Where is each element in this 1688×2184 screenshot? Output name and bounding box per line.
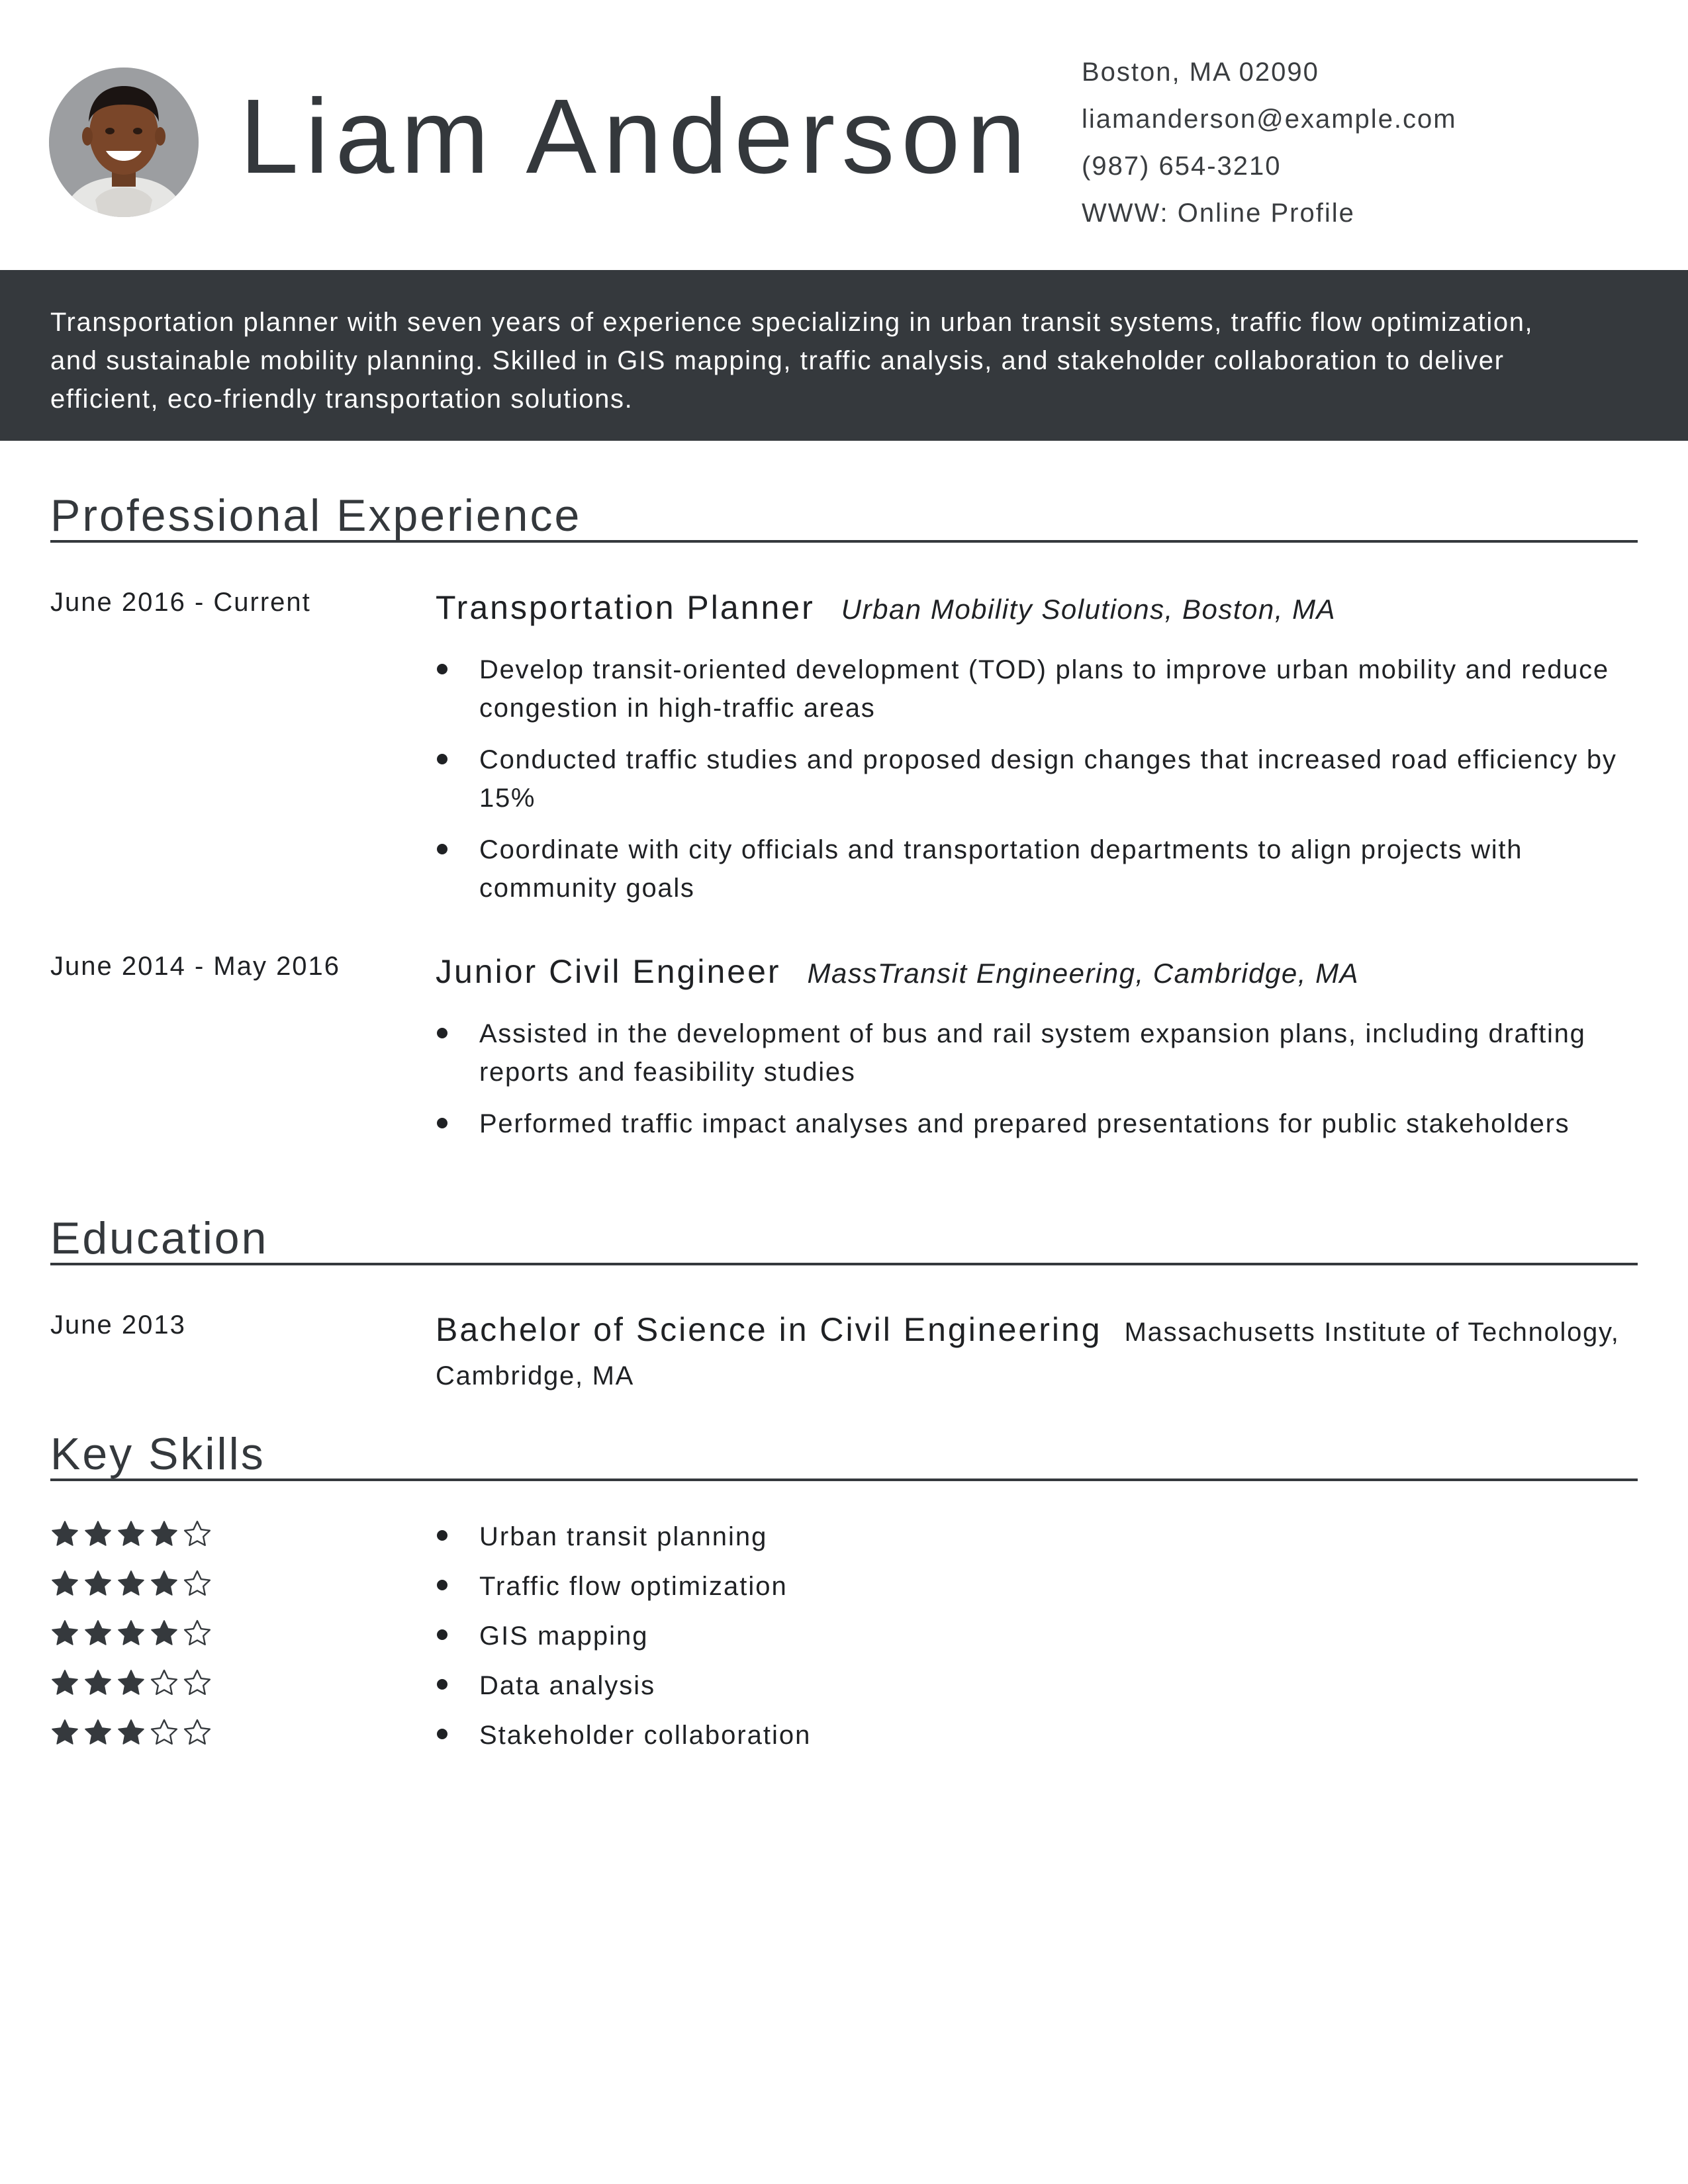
star-filled-icon — [83, 1718, 113, 1747]
contact-email[interactable]: liamanderson@example.com — [1082, 105, 1457, 134]
contact-info — [1082, 54, 1664, 242]
job-1-bullet-list — [436, 651, 1638, 907]
star-outline-icon — [183, 1569, 212, 1598]
star-filled-icon — [150, 1619, 179, 1648]
star-filled-icon — [83, 1668, 113, 1698]
contact-website[interactable]: WWW: Online Profile — [1082, 199, 1355, 228]
skill-row — [50, 1569, 1638, 1619]
skills-heading-text: Key Skills — [50, 1429, 265, 1479]
star-filled-icon — [50, 1619, 79, 1648]
summary-text: Transportation planner with seven years of experience specializing in urban transit systems, traffic flow optimization, and sustainable mobility planning. Skilled in GIS mapping, traffic analysis, and stakeholder collaboration to deliver efficient, eco-friendly transportation solutions. — [50, 308, 1534, 414]
star-filled-icon — [83, 1619, 113, 1648]
star-outline-icon — [183, 1718, 212, 1747]
list-item: Coordinate with city officials and transportation departments to align projects with community goals — [436, 831, 1638, 907]
job-1 — [436, 586, 1638, 921]
star-outline-icon — [183, 1619, 212, 1648]
skills-list — [50, 1520, 1638, 1768]
job-2-bullet-list — [436, 1015, 1638, 1143]
skill-label: Data analysis — [436, 1668, 655, 1703]
education-date: June 2013 — [50, 1310, 186, 1340]
skill-label: Stakeholder collaboration — [436, 1718, 811, 1752]
skills-section-heading — [50, 1428, 1638, 1481]
star-filled-icon — [117, 1619, 146, 1648]
contact-address: Boston, MA 02090 — [1082, 58, 1319, 87]
school-name: Massachusetts Institute of Technology, Cambridge, MA — [436, 1318, 1620, 1390]
star-outline-icon — [183, 1520, 212, 1549]
job-1-dates: June 2016 - Current — [50, 588, 311, 617]
skill-row — [50, 1668, 1638, 1718]
job-2-heading — [436, 950, 1638, 1001]
job-2 — [436, 950, 1638, 1156]
job-2-employer: MassTransit Engineering, Cambridge, MA — [807, 958, 1360, 989]
candidate-name: Liam Anderson — [240, 77, 1033, 195]
education-line — [436, 1308, 1638, 1398]
star-filled-icon — [50, 1668, 79, 1698]
list-item: Conducted traffic studies and proposed design changes that increased road efficiency by 15% — [436, 741, 1638, 817]
list-item: Performed traffic impact analyses and prepared presentations for public stakeholders — [436, 1105, 1638, 1143]
star-filled-icon — [50, 1569, 79, 1598]
experience-heading-text: Professional Experience — [50, 490, 582, 541]
skill-rating — [50, 1569, 212, 1598]
education-section-heading — [50, 1212, 1638, 1265]
degree-title: Bachelor of Science in Civil Engineering — [436, 1311, 1102, 1348]
skill-rating — [50, 1668, 212, 1698]
skill-rating — [50, 1619, 212, 1648]
job-1-employer: Urban Mobility Solutions, Boston, MA — [841, 594, 1336, 625]
star-filled-icon — [83, 1520, 113, 1549]
skill-row — [50, 1718, 1638, 1768]
job-1-title: Transportation Planner — [436, 589, 815, 626]
profile-photo — [49, 68, 199, 217]
list-item: Assisted in the development of bus and rail system expansion plans, including drafting reports and feasibility studies — [436, 1015, 1638, 1091]
star-filled-icon — [83, 1569, 113, 1598]
skill-row — [50, 1619, 1638, 1668]
skill-label: Urban transit planning — [436, 1520, 767, 1554]
list-item: Develop transit-oriented development (TOD) plans to improve urban mobility and reduce congestion in high-traffic areas — [436, 651, 1638, 727]
star-filled-icon — [150, 1569, 179, 1598]
star-outline-icon — [150, 1668, 179, 1698]
job-2-title: Junior Civil Engineer — [436, 953, 781, 990]
profile-photo-icon — [49, 68, 199, 217]
job-1-heading — [436, 586, 1638, 637]
education-entry — [436, 1308, 1638, 1398]
star-outline-icon — [183, 1668, 212, 1698]
contact-phone[interactable]: (987) 654-3210 — [1082, 152, 1282, 181]
star-filled-icon — [50, 1520, 79, 1549]
star-filled-icon — [117, 1668, 146, 1698]
star-filled-icon — [117, 1569, 146, 1598]
star-filled-icon — [150, 1520, 179, 1549]
job-2-dates: June 2014 - May 2016 — [50, 952, 341, 981]
skill-label: Traffic flow optimization — [436, 1569, 788, 1604]
skill-row — [50, 1520, 1638, 1569]
experience-section-heading — [50, 490, 1638, 543]
skill-rating — [50, 1520, 212, 1549]
star-outline-icon — [150, 1718, 179, 1747]
summary-band — [0, 270, 1688, 441]
star-filled-icon — [117, 1718, 146, 1747]
education-heading-text: Education — [50, 1213, 269, 1263]
skill-label: GIS mapping — [436, 1619, 648, 1653]
star-filled-icon — [117, 1520, 146, 1549]
star-filled-icon — [50, 1718, 79, 1747]
skill-rating — [50, 1718, 212, 1747]
